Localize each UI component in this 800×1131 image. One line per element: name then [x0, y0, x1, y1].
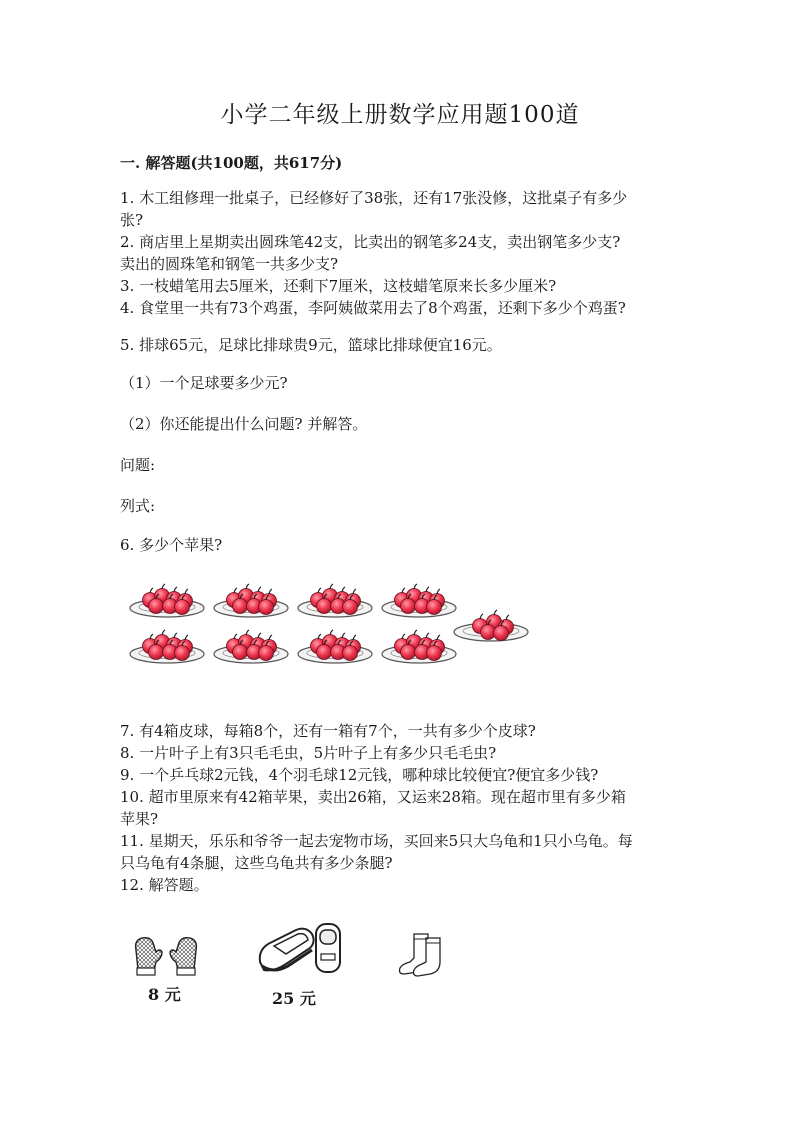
question-9: 9. 一个乒乓球2元钱，4个羽毛球12元钱，哪种球比较便宜?便宜多少钱? [120, 766, 599, 784]
question-3: 3. 一枝蜡笔用去5厘米，还剩下7厘米，这枝蜡笔原来长多少厘米? [120, 277, 557, 295]
gloves-price: 8 元 [148, 985, 181, 1004]
question-10-line-2: 苹果? [120, 810, 159, 828]
formula-label: 列式: [120, 497, 156, 515]
question-10-line-1: 10. 超市里原来有42箱苹果，卖出26箱，又运来28箱。现在超市里有多少箱 [120, 788, 626, 806]
question-1-line-2: 张? [120, 211, 144, 229]
apple-plates-illustration [128, 580, 538, 680]
question-label: 问题: [120, 456, 156, 474]
question-5-part-1: （1）一个足球要多少元? [120, 374, 288, 392]
page-title: 小学二年级上册数学应用题100道 [220, 102, 580, 128]
question-6: 6. 多少个苹果? [120, 536, 223, 554]
question-8: 8. 一片叶子上有3只毛毛虫，5片叶子上有多少只毛毛虫? [120, 744, 497, 762]
shoes-icon [256, 918, 346, 980]
section-heading: 一. 解答题(共100题，共617分) [120, 154, 343, 172]
question-2-line-1: 2. 商店里上星期卖出圆珠笔42支，比卖出的钢笔多24支，卖出钢笔多少支? [120, 233, 621, 251]
shoes-price: 25 元 [272, 989, 316, 1008]
question-11-line-2: 只乌龟有4条腿，这些乌龟共有多少条腿? [120, 854, 393, 872]
question-12: 12. 解答题。 [120, 876, 209, 894]
plate-row-1 [130, 584, 456, 617]
question-11-line-1: 11. 星期天，乐乐和爷爷一起去宠物市场，买回来5只大乌龟和1只小乌龟。每 [120, 832, 633, 850]
question-2-line-2: 卖出的圆珠笔和钢笔一共多少支? [120, 255, 339, 273]
gloves-icon [130, 930, 202, 978]
partial-plate [454, 610, 528, 641]
socks-icon [396, 930, 448, 980]
question-5: 5. 排球65元，足球比排球贵9元，篮球比排球便宜16元。 [120, 336, 502, 354]
plate-row-2 [130, 630, 456, 663]
question-4: 4. 食堂里一共有73个鸡蛋，李阿姨做菜用去了8个鸡蛋，还剩下多少个鸡蛋? [120, 299, 626, 317]
question-1-line-1: 1. 木工组修理一批桌子，已经修好了38张，还有17张没修，这批桌子有多少 [120, 189, 628, 207]
question-5-part-2: （2）你还能提出什么问题? 并解答。 [120, 415, 368, 433]
question-7: 7. 有4箱皮球，每箱8个，还有一箱有7个，一共有多少个皮球? [120, 722, 536, 740]
